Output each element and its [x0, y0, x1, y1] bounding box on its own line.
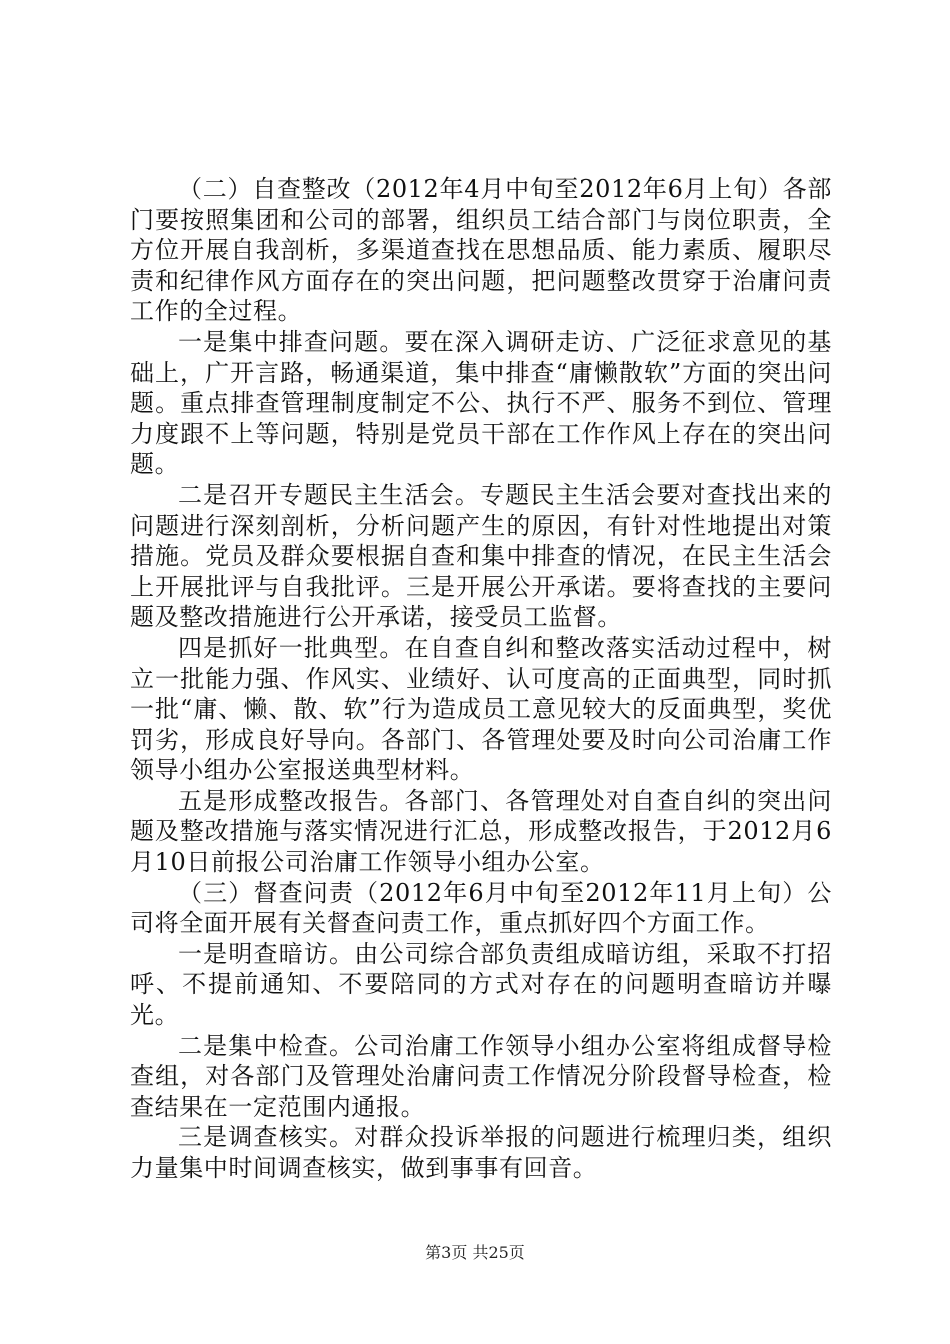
paragraph-centralized-problem-check: 一是集中排查问题。要在深入调研走访、广泛征求意见的基础上，广开言路，畅通渠道，集中排查“庸懒散软”方面的突出问题。重点排查管理制度制定不公、执行不严、服务不到位、管理力度跟不上等问题，特别是党员干部在工作作风上存在的突出问题。 — [130, 327, 832, 479]
paragraph-centralized-inspection: 二是集中检查。公司治庸工作领导小组办公室将组成督导检查组，对各部门及管理处治庸问责工作情况分阶段督导检查，检查结果在一定范围内通报。 — [130, 1031, 832, 1121]
paragraph-open-secret-visits: 一是明查暗访。由公司综合部负责组成暗访组，采取不打招呼、不提前通知、不要陪同的方式对存在的问题明查暗访并曝光。 — [130, 939, 832, 1030]
paragraph-self-inspection-rectification: （二）自查整改（2012年4月中旬至2012年6月上旬）各部门要按照集团和公司的部署，组织员工结合部门与岗位职责，全方位开展自我剖析，多渠道查找在思想品质、能力素质、履职尽责和纪律作风方面存在的突出问题，把问题整改贯穿于治庸问责工作的全过程。 — [130, 175, 832, 326]
paragraph-supervision-accountability: （三）督查问责（2012年6月中旬至2012年11月上旬）公司将全面开展有关督查问责工作，重点抓好四个方面工作。 — [130, 878, 832, 938]
document-body — [130, 174, 832, 1184]
paragraph-democratic-life-meeting: 二是召开专题民主生活会。专题民主生活会要对查找出来的问题进行深刻剖析，分析问题产生的原因，有针对性地提出对策措施。党员及群众要根据自查和集中排查的情况，在民主生活会上开展批评与自我批评。三是开展公开承诺。要将查找的主要问题及整改措施进行公开承诺，接受员工监督。 — [130, 480, 832, 632]
paragraph-investigation-verification: 三是调查核实。对群众投诉举报的问题进行梳理归类，组织力量集中时间调查核实，做到事事有回音。 — [130, 1123, 832, 1182]
page-number-footer: 第3页 共25页 — [425, 1243, 525, 1262]
paragraph-typical-cases: 四是抓好一批典型。在自查自纠和整改落实活动过程中，树立一批能力强、作风实、业绩好、认可度高的正面典型，同时抓一批“庸、懒、散、软”行为造成员工意见较大的反面典型，奖优罚劣，形成良好导向。各部门、各管理处要及时向公司治庸工作领导小组办公室报送典型材料。 — [130, 633, 832, 785]
paragraph-rectification-report: 五是形成整改报告。各部门、各管理处对自查自纠的突出问题及整改措施与落实情况进行汇总，形成整改报告，于2012月6月10日前报公司治庸工作领导小组办公室。 — [130, 786, 832, 877]
